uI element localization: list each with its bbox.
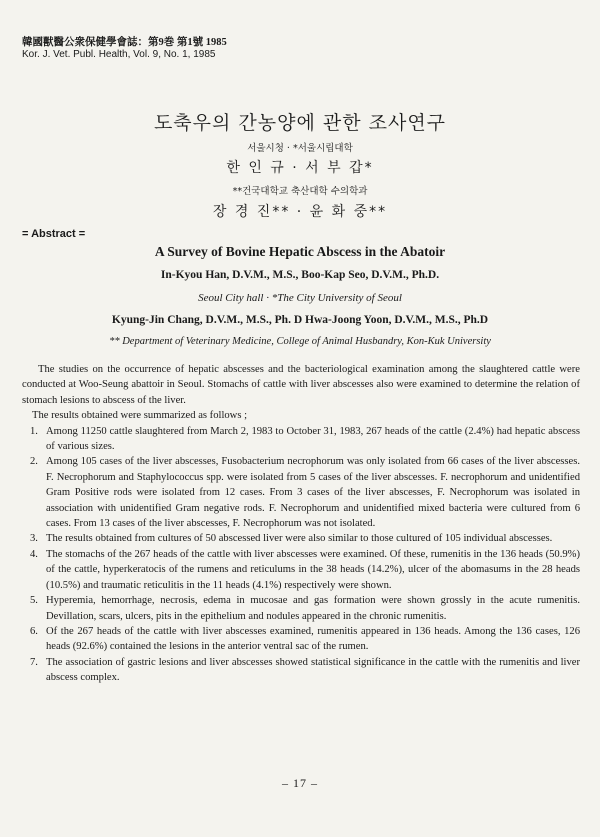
result-number: 3.: [30, 533, 38, 545]
english-affiliation-1: Seoul City hall · *The City University of Seoul: [198, 292, 402, 304]
journal-title-korean: 韓國獸醫公衆保健學會誌：第9巻 第1號 1985: [22, 37, 227, 48]
result-text: Hyperemia, hemorrhage, necrosis, edema in mucosae and gas formation were shown grossly in the acute rumenitis. Devillation, scars, ulcers, pits in the epithelium and nodules appeared in the chronic rumenitis.: [46, 595, 580, 622]
result-text: Among 105 cases of the liver abscesses, Fusobacterium necrophorum was only isolated from 66 cases of the liver abscesses. F. Necrophorum and Staphylococcus spp. were isolated from 5 cases of the liver abscesses. F. necrophorum and unidentified Gram Positive rods were isolated from 12 cases. From 3 cases of the liver abscesses, F. Necrophorum was isolated in association with unidentified Gram negative rods. F. Necrophorum and unidentified mixed bacteria were cultured from 6 cases. From 13 cases of the liver abscesses, F. Necrophorum was not isolated.: [46, 456, 580, 530]
result-number: 4.: [30, 548, 38, 560]
english-authors-2: Kyung-Jin Chang, D.V.M., M.S., Ph. D Hwa-Joong Yoon, D.V.M., M.S., Ph.D: [111, 314, 489, 326]
english-title: A Survey of Bovine Hepatic Abscess in the Abatoir: [154, 244, 446, 259]
result-text: The stomachs of the 267 heads of the cattle with liver abscesses were examined. Of these, rumenitis in the 136 heads (50.9%) of the cattle, hyperkeratocis of the rumens and reticulums in the 38 heads (14.2%), ulcer of the abomasums in the 28 heads (10.5%) and traumatic reticulitis in the 11 heads (4.1%) respectively were shown.: [46, 548, 580, 591]
korean-authors-1: 한 인 규 · 서 부 갑*: [226, 160, 374, 176]
summary-line: The results obtained were summarized as follows ;: [32, 410, 248, 422]
page-number: – 17 –: [282, 776, 318, 790]
korean-affiliation-1: 서울시청 · *서울시립대학: [247, 143, 353, 154]
result-text: The association of gastric lesions and liver abscesses showed statistical significance in the cattle with the rumenitis and liver abscess complex.: [46, 656, 580, 684]
korean-authors-2: 장 경 진** · 윤 화 중**: [212, 204, 388, 220]
result-item: [22, 547, 580, 593]
english-affiliation-2: ** Department of Veterinary Medicine, College of Animal Husbandry, Kon-Kuk University: [109, 336, 491, 347]
abstract-label: = Abstract =: [22, 228, 86, 240]
korean-affiliation-2: **건국대학교 축산대학 수의학과: [232, 186, 368, 197]
result-text: Of the 267 heads of the cattle with liver abscesses examined, rumenitis appeared in 136 heads. Among the 136 cases, 126 heads (92.6%) contained the lesions in the anterior ventral sac of the rumen.: [46, 625, 580, 653]
result-item: [22, 454, 580, 531]
result-item: [22, 624, 580, 655]
results-list: [22, 424, 580, 686]
result-number: 6.: [30, 625, 38, 637]
journal-header: [22, 37, 227, 61]
result-item: [22, 531, 580, 546]
result-item: [22, 655, 580, 686]
abstract-intro: The studies on the occurrence of hepatic abscesses and the bacteriological examination among the slaughtered cattle were conducted at Woo-Seung abattoir in Seoul. Stomachs of cattle with liver abscesses also were examined to determine the relation of stomach lesions to abscess of the liver.: [22, 364, 580, 406]
result-item: [22, 424, 580, 455]
journal-title-english: Kor. J. Vet. Publ. Health, Vol. 9, No. 1, 1985: [22, 49, 216, 60]
result-number: 7.: [30, 656, 38, 668]
result-text: The results obtained from cultures of 50 abscessed liver were also similar to those cultured of 105 individual abscesses.: [46, 533, 553, 545]
result-text: Among 11250 cattle slaughtered from March 2, 1983 to October 31, 1983, 267 heads of the cattle (2.4%) had hepatic abscess of various sizes.: [46, 425, 580, 453]
english-authors-1: In-Kyou Han, D.V.M., M.S., Boo-Kap Seo, D.V.M., Ph.D.: [160, 269, 440, 281]
result-item: [22, 593, 580, 624]
result-number: 1.: [30, 425, 38, 437]
result-number: 2.: [30, 456, 38, 468]
abstract-body: [22, 362, 580, 686]
korean-title: 도축우의 간농양에 관한 조사연구: [153, 112, 447, 134]
result-number: 5.: [30, 595, 38, 607]
